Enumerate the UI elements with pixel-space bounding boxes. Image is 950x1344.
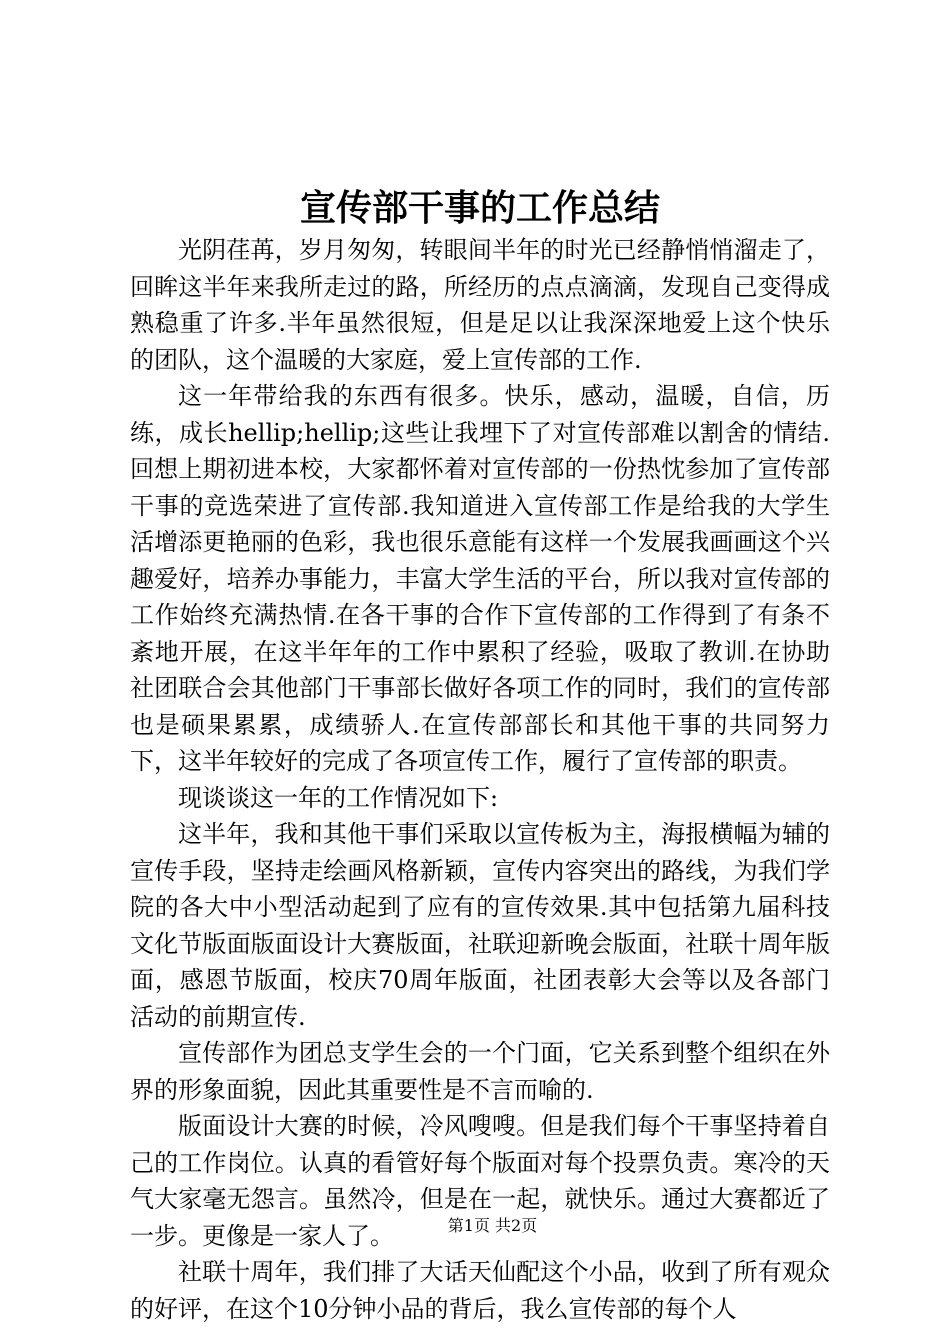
page-number-footer: 第1页 共2页 xyxy=(447,1216,538,1235)
paragraph: 版面设计大赛的时候，冷风嗖嗖。但是我们每个干事坚持着自己的工作岗位。认真的看管好每个版面对每个投票负责。寒冷的天气大家毫无怨言。虽然冷，但是在一起，就快乐。通过大赛都近了一步。更像是一家人了。 xyxy=(130,1112,830,1250)
document-body xyxy=(130,232,830,1327)
paragraph: 宣传部作为团总支学生会的一个门面，它关系到整个组织在外界的形象面貌，因此其重要性是不言而喻的. xyxy=(130,1039,830,1104)
document-title: 宣传部干事的工作总结 xyxy=(299,187,660,229)
paragraph: 光阴荏苒，岁月匆匆，转眼间半年的时光已经静悄悄溜走了，回眸这半年来我所走过的路，所经历的点点滴滴，发现自己变得成熟稳重了许多.半年虽然很短，但是足以让我深深地爱上这个快乐的团队，这个温暖的大家庭，爱上宣传部的工作. xyxy=(130,236,830,374)
paragraph: 现谈谈这一年的工作情况如下: xyxy=(178,783,499,812)
paragraph: 这半年，我和其他干事们采取以宣传板为主，海报横幅为辅的宣传手段，坚持走绘画风格新颖，宣传内容突出的路线，为我们学院的各大中小型活动起到了应有的宣传效果.其中包括第九届科技文化节版面版面设计大赛版面，社联迎新晚会版面，社联十周年版面，感恩节版面，校庆70周年版面，社团表彰大会等以及各部门活动的前期宣传. xyxy=(130,820,830,1031)
paragraph: 社联十周年，我们排了大话天仙配这个小品，收到了所有观众的好评，在这个10分钟小品的背后，我么宣传部的每个人 xyxy=(130,1258,830,1323)
paragraph: 这一年带给我的东西有很多。快乐，感动，温暖，自信，历练，成长hellip;hellip;这些让我埋下了对宣传部难以割舍的情结.回想上期初进本校，大家都怀着对宣传部的一份热忱参加了宣传部干事的竞选荣进了宣传部.我知道进入宣传部工作是给我的大学生活增添更艳丽的色彩，我也很乐意能有这样一个发展我画画这个兴趣爱好，培养办事能力，丰富大学生活的平台，所以我对宣传部的工作始终充满热情.在各干事的合作下宣传部的工作得到了有条不紊地开展，在这半年年的工作中累积了经验，吸取了教训.在协助社团联合会其他部门干事部长做好各项工作的同时，我们的宣传部也是硕果累累，成绩骄人.在宣传部部长和其他干事的共同努力下，这半年较好的完成了各项宣传工作，履行了宣传部的职责。 xyxy=(130,382,830,775)
